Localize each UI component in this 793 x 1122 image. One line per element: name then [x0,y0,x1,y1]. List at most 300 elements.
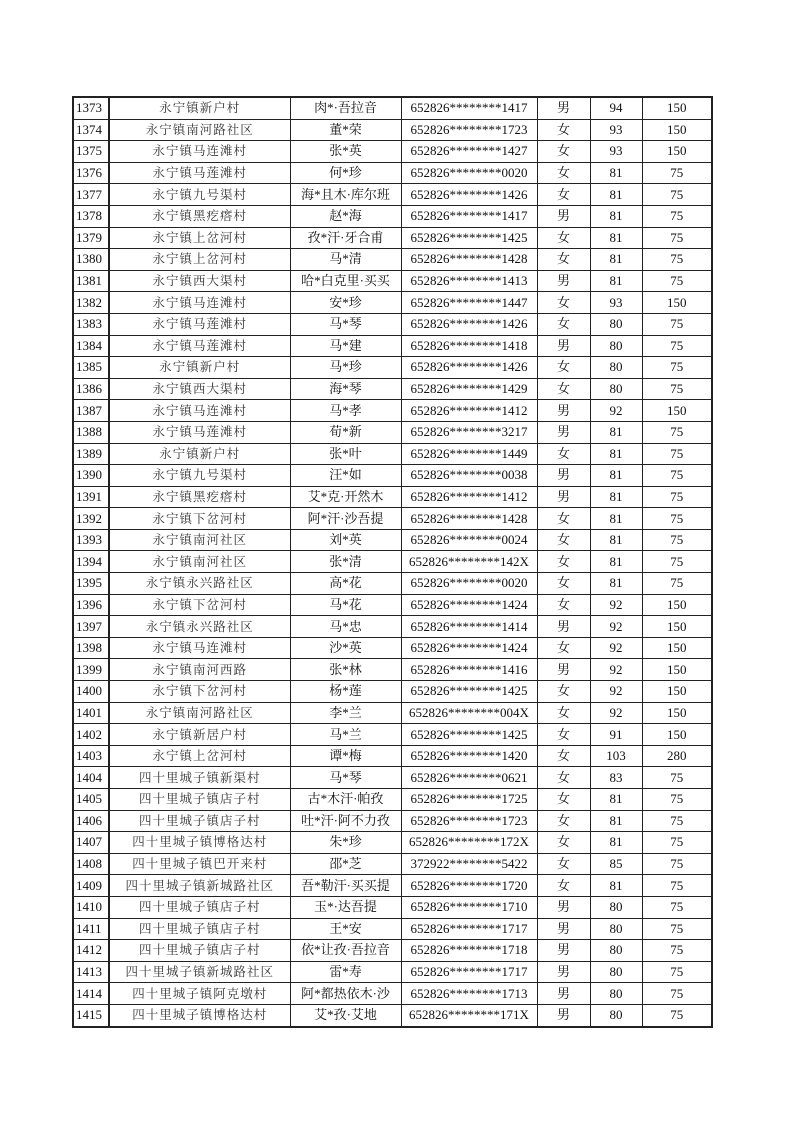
row-number: 1401 [73,702,109,724]
row-number: 1404 [73,767,109,789]
area-cell: 永宁镇永兴路社区 [109,616,290,638]
name-cell: 何*珍 [290,162,401,184]
table-row [73,378,712,400]
sex-cell: 男 [537,205,590,227]
age-cell: 91 [590,724,642,746]
age-cell: 80 [590,357,642,379]
area-cell: 永宁镇南河路社区 [109,119,290,141]
amount-cell: 75 [642,940,712,962]
name-cell: 王*安 [290,918,401,940]
amount-cell: 75 [642,573,712,595]
name-cell: 马*琴 [290,767,401,789]
row-number: 1415 [73,1004,109,1026]
sex-cell: 男 [537,335,590,357]
amount-cell: 75 [642,1004,712,1026]
row-number: 1395 [73,573,109,595]
amount-cell: 75 [642,335,712,357]
amount-cell: 75 [642,205,712,227]
table-row [73,1004,712,1026]
amount-cell: 150 [642,594,712,616]
table-row [73,357,712,379]
age-cell: 103 [590,745,642,767]
sex-cell: 女 [537,357,590,379]
age-cell: 81 [590,443,642,465]
id-number-cell: 652826********1412 [401,486,537,508]
table-row [73,421,712,443]
age-cell: 94 [590,97,642,119]
table-row [73,918,712,940]
sex-cell: 女 [537,767,590,789]
id-number-cell: 652826********142X [401,551,537,573]
amount-cell: 75 [642,983,712,1005]
id-number-cell: 652826********1449 [401,443,537,465]
sex-cell: 男 [537,486,590,508]
age-cell: 81 [590,421,642,443]
table-row [73,162,712,184]
id-number-cell: 372922********5422 [401,853,537,875]
id-number-cell: 652826********0024 [401,529,537,551]
sex-cell: 女 [537,745,590,767]
amount-cell: 75 [642,508,712,530]
name-cell: 马*兰 [290,724,401,746]
table-row [73,745,712,767]
sex-cell: 女 [537,832,590,854]
id-number-cell: 652826********1717 [401,961,537,983]
id-number-cell: 652826********1720 [401,875,537,897]
id-number-cell: 652826********1428 [401,249,537,271]
name-cell: 艾*克·开然木 [290,486,401,508]
age-cell: 81 [590,832,642,854]
age-cell: 92 [590,400,642,422]
area-cell: 永宁镇南河西路 [109,659,290,681]
area-cell: 永宁镇下岔河村 [109,681,290,703]
name-cell: 海*琴 [290,378,401,400]
age-cell: 92 [590,702,642,724]
sex-cell: 女 [537,162,590,184]
area-cell: 四十里城子镇店子村 [109,789,290,811]
id-number-cell: 652826********1416 [401,659,537,681]
area-cell: 永宁镇马莲滩村 [109,162,290,184]
amount-cell: 150 [642,616,712,638]
id-number-cell: 652826********1425 [401,724,537,746]
sex-cell: 女 [537,292,590,314]
amount-cell: 75 [642,486,712,508]
area-cell: 永宁镇永兴路社区 [109,573,290,595]
name-cell: 邵*芝 [290,853,401,875]
row-number: 1388 [73,421,109,443]
table-row [73,292,712,314]
name-cell: 杨*莲 [290,681,401,703]
table-row [73,616,712,638]
sex-cell: 女 [537,594,590,616]
amount-cell: 75 [642,378,712,400]
id-number-cell: 652826********1426 [401,313,537,335]
sex-cell: 男 [537,896,590,918]
amount-cell: 150 [642,702,712,724]
row-number: 1379 [73,227,109,249]
name-cell: 谭*梅 [290,745,401,767]
amount-cell: 75 [642,162,712,184]
sex-cell: 女 [537,508,590,530]
row-number: 1402 [73,724,109,746]
sex-cell: 男 [537,97,590,119]
age-cell: 80 [590,378,642,400]
table-row [73,961,712,983]
name-cell: 吾*勒汗·买买提 [290,875,401,897]
name-cell: 阿*汗·沙吾提 [290,508,401,530]
area-cell: 永宁镇马莲滩村 [109,313,290,335]
row-number: 1407 [73,832,109,854]
id-number-cell: 652826********1713 [401,983,537,1005]
row-number: 1381 [73,270,109,292]
table-row [73,573,712,595]
name-cell: 马*孝 [290,400,401,422]
id-number-cell: 652826********3217 [401,421,537,443]
area-cell: 永宁镇黑疙瘩村 [109,205,290,227]
id-number-cell: 652826********1424 [401,594,537,616]
row-number: 1400 [73,681,109,703]
area-cell: 四十里城子镇店子村 [109,896,290,918]
name-cell: 古*木汗·帕孜 [290,789,401,811]
id-number-cell: 652826********1425 [401,681,537,703]
id-number-cell: 652826********0020 [401,573,537,595]
row-number: 1397 [73,616,109,638]
name-cell: 赵*海 [290,205,401,227]
id-number-cell: 652826********1725 [401,789,537,811]
table-row [73,940,712,962]
table-row [73,637,712,659]
amount-cell: 150 [642,724,712,746]
table-row [73,832,712,854]
id-number-cell: 652826********1723 [401,119,537,141]
age-cell: 93 [590,141,642,163]
age-cell: 81 [590,573,642,595]
table-row [73,184,712,206]
amount-cell: 75 [642,421,712,443]
sex-cell: 女 [537,810,590,832]
amount-cell: 75 [642,465,712,487]
age-cell: 92 [590,594,642,616]
row-number: 1392 [73,508,109,530]
age-cell: 80 [590,983,642,1005]
sex-cell: 男 [537,616,590,638]
area-cell: 永宁镇九号渠村 [109,465,290,487]
amount-cell: 150 [642,681,712,703]
table-row [73,529,712,551]
table-row [73,141,712,163]
name-cell: 马*建 [290,335,401,357]
area-cell: 永宁镇马连滩村 [109,637,290,659]
name-cell: 依*让孜·吾拉音 [290,940,401,962]
row-number: 1382 [73,292,109,314]
id-number-cell: 652826********0038 [401,465,537,487]
age-cell: 83 [590,767,642,789]
sex-cell: 女 [537,249,590,271]
area-cell: 永宁镇南河路社区 [109,702,290,724]
row-number: 1391 [73,486,109,508]
sex-cell: 男 [537,465,590,487]
row-number: 1386 [73,378,109,400]
id-number-cell: 652826********1417 [401,97,537,119]
name-cell: 高*花 [290,573,401,595]
row-number: 1373 [73,97,109,119]
name-cell: 肉*·吾拉音 [290,97,401,119]
area-cell: 永宁镇九号渠村 [109,184,290,206]
id-number-cell: 652826********1417 [401,205,537,227]
table-row [73,249,712,271]
area-cell: 四十里城子镇博格达村 [109,832,290,854]
table-row [73,335,712,357]
id-number-cell: 652826********1418 [401,335,537,357]
id-number-cell: 652826********1414 [401,616,537,638]
row-number: 1406 [73,810,109,832]
amount-cell: 75 [642,249,712,271]
amount-cell: 280 [642,745,712,767]
amount-cell: 150 [642,119,712,141]
area-cell: 永宁镇西大渠村 [109,270,290,292]
table-row [73,659,712,681]
amount-cell: 75 [642,961,712,983]
age-cell: 81 [590,810,642,832]
area-cell: 四十里城子镇店子村 [109,810,290,832]
name-cell: 荀*新 [290,421,401,443]
row-number: 1399 [73,659,109,681]
id-number-cell: 652826********1447 [401,292,537,314]
table-row [73,97,712,119]
area-cell: 四十里城子镇巴开来村 [109,853,290,875]
sex-cell: 男 [537,421,590,443]
id-number-cell: 652826********1723 [401,810,537,832]
sex-cell: 女 [537,875,590,897]
row-number: 1389 [73,443,109,465]
sex-cell: 男 [537,1004,590,1026]
amount-cell: 150 [642,292,712,314]
id-number-cell: 652826********1717 [401,918,537,940]
amount-cell: 150 [642,141,712,163]
age-cell: 80 [590,335,642,357]
table-row [73,875,712,897]
name-cell: 董*荣 [290,119,401,141]
row-number: 1384 [73,335,109,357]
row-number: 1387 [73,400,109,422]
name-cell: 张*林 [290,659,401,681]
id-number-cell: 652826********1412 [401,400,537,422]
age-cell: 81 [590,789,642,811]
table-row [73,702,712,724]
row-number: 1377 [73,184,109,206]
sex-cell: 女 [537,141,590,163]
age-cell: 81 [590,270,642,292]
sex-cell: 男 [537,918,590,940]
row-number: 1380 [73,249,109,271]
amount-cell: 150 [642,97,712,119]
name-cell: 安*珍 [290,292,401,314]
sex-cell: 女 [537,702,590,724]
name-cell: 阿*都热依木·沙 [290,983,401,1005]
area-cell: 永宁镇马莲滩村 [109,335,290,357]
row-number: 1396 [73,594,109,616]
name-cell: 汪*如 [290,465,401,487]
area-cell: 永宁镇上岔河村 [109,249,290,271]
row-number: 1411 [73,918,109,940]
area-cell: 永宁镇上岔河村 [109,745,290,767]
amount-cell: 150 [642,659,712,681]
sex-cell: 女 [537,227,590,249]
age-cell: 92 [590,616,642,638]
age-cell: 93 [590,292,642,314]
id-number-cell: 652826********0020 [401,162,537,184]
id-number-cell: 652826********1420 [401,745,537,767]
amount-cell: 75 [642,443,712,465]
id-number-cell: 652826********1428 [401,508,537,530]
age-cell: 81 [590,486,642,508]
sex-cell: 男 [537,400,590,422]
table-row [73,227,712,249]
table-row [73,119,712,141]
table-row [73,767,712,789]
id-number-cell: 652826********1424 [401,637,537,659]
sex-cell: 女 [537,573,590,595]
age-cell: 80 [590,961,642,983]
sex-cell: 女 [537,119,590,141]
row-number: 1414 [73,983,109,1005]
area-cell: 永宁镇西大渠村 [109,378,290,400]
row-number: 1376 [73,162,109,184]
row-number: 1393 [73,529,109,551]
amount-cell: 75 [642,227,712,249]
name-cell: 李*兰 [290,702,401,724]
table-row [73,486,712,508]
amount-cell: 75 [642,529,712,551]
amount-cell: 150 [642,400,712,422]
id-number-cell: 652826********1425 [401,227,537,249]
row-number: 1410 [73,896,109,918]
name-cell: 吐*汗·阿不力孜 [290,810,401,832]
table-row [73,205,712,227]
name-cell: 张*叶 [290,443,401,465]
id-number-cell: 652826********171X [401,1004,537,1026]
area-cell: 永宁镇上岔河村 [109,227,290,249]
area-cell: 永宁镇新居户村 [109,724,290,746]
row-number: 1408 [73,853,109,875]
area-cell: 永宁镇新户村 [109,357,290,379]
id-number-cell: 652826********1710 [401,896,537,918]
name-cell: 张*英 [290,141,401,163]
sex-cell: 女 [537,529,590,551]
sex-cell: 女 [537,378,590,400]
area-cell: 永宁镇马连滩村 [109,400,290,422]
name-cell: 朱*珍 [290,832,401,854]
sex-cell: 女 [537,789,590,811]
name-cell: 沙*英 [290,637,401,659]
amount-cell: 75 [642,918,712,940]
table-row [73,594,712,616]
row-number: 1385 [73,357,109,379]
amount-cell: 75 [642,875,712,897]
id-number-cell: 652826********1429 [401,378,537,400]
name-cell: 马*清 [290,249,401,271]
table-row [73,983,712,1005]
area-cell: 永宁镇新户村 [109,97,290,119]
amount-cell: 75 [642,767,712,789]
amount-cell: 75 [642,832,712,854]
sex-cell: 女 [537,551,590,573]
amount-cell: 75 [642,313,712,335]
row-number: 1412 [73,940,109,962]
area-cell: 四十里城子镇阿克墩村 [109,983,290,1005]
name-cell: 张*清 [290,551,401,573]
table-row [73,400,712,422]
table-row [73,681,712,703]
name-cell: 玉*·达吾提 [290,896,401,918]
elderly-subsidy-table [72,96,713,1028]
name-cell: 孜*汗·牙合甫 [290,227,401,249]
amount-cell: 75 [642,853,712,875]
area-cell: 四十里城子镇新渠村 [109,767,290,789]
age-cell: 80 [590,896,642,918]
sex-cell: 女 [537,681,590,703]
sex-cell: 女 [537,724,590,746]
table-row [73,853,712,875]
table-row [73,810,712,832]
table-row [73,313,712,335]
id-number-cell: 652826********004X [401,702,537,724]
name-cell: 马*花 [290,594,401,616]
name-cell: 刘*英 [290,529,401,551]
area-cell: 四十里城子镇博格达村 [109,1004,290,1026]
area-cell: 永宁镇马莲滩村 [109,421,290,443]
table-row [73,465,712,487]
area-cell: 永宁镇马连滩村 [109,141,290,163]
age-cell: 80 [590,918,642,940]
name-cell: 马*珍 [290,357,401,379]
area-cell: 四十里城子镇店子村 [109,918,290,940]
amount-cell: 150 [642,637,712,659]
age-cell: 80 [590,940,642,962]
age-cell: 81 [590,508,642,530]
row-number: 1390 [73,465,109,487]
age-cell: 81 [590,205,642,227]
sex-cell: 女 [537,637,590,659]
table-row [73,724,712,746]
age-cell: 92 [590,637,642,659]
sex-cell: 女 [537,313,590,335]
table-row [73,551,712,573]
sex-cell: 女 [537,443,590,465]
age-cell: 92 [590,681,642,703]
id-number-cell: 652826********1718 [401,940,537,962]
id-number-cell: 652826********172X [401,832,537,854]
amount-cell: 75 [642,270,712,292]
id-number-cell: 652826********0621 [401,767,537,789]
row-number: 1398 [73,637,109,659]
table-row [73,789,712,811]
area-cell: 永宁镇马连滩村 [109,292,290,314]
age-cell: 81 [590,875,642,897]
row-number: 1413 [73,961,109,983]
row-number: 1409 [73,875,109,897]
table-row [73,896,712,918]
row-number: 1383 [73,313,109,335]
age-cell: 81 [590,227,642,249]
table-row [73,270,712,292]
table-body [73,97,712,1027]
amount-cell: 75 [642,357,712,379]
sex-cell: 男 [537,659,590,681]
age-cell: 81 [590,249,642,271]
age-cell: 81 [590,529,642,551]
area-cell: 四十里城子镇新城路社区 [109,875,290,897]
